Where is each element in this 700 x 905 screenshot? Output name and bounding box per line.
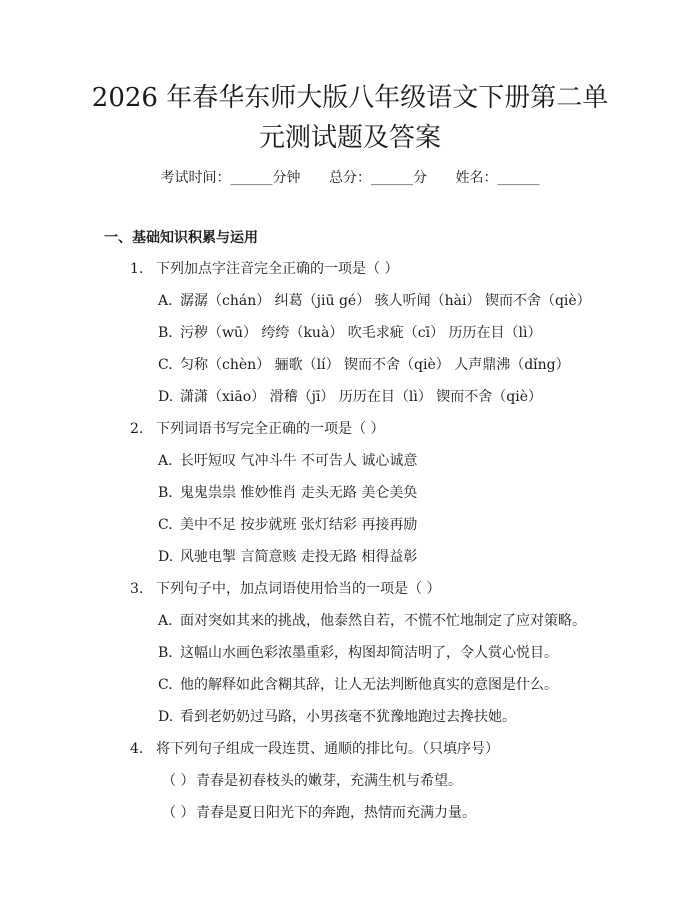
document-title [0, 78, 700, 158]
option-text: 看到老奶奶过马路，小男孩毫不犹豫地跑过去搀扶她。 [180, 709, 516, 725]
option-letter: D. [158, 549, 174, 565]
option-text: 污秽（wū） 绔绔（kuà） 吹毛求疵（cī） 历历在目（lì） [180, 325, 542, 341]
option-3b [158, 643, 558, 663]
option-letter: A. [158, 293, 173, 309]
option-letter: C. [158, 357, 173, 373]
option-text: 美中不足 按步就班 张灯结彩 再接再励 [180, 517, 418, 533]
option-text: 风驰电掣 言简意赅 走投无路 相得益彰 [180, 549, 418, 565]
option-3c [158, 675, 558, 695]
option-letter: A. [158, 453, 173, 469]
option-3d [158, 707, 516, 727]
student-name: 姓名：______ [455, 170, 540, 186]
option-letter: D. [158, 709, 174, 725]
answer-blank: （ ） [162, 773, 195, 789]
option-letter: B. [158, 485, 173, 501]
question-text: 下列句子中，加点词语使用恰当的一项是（ ） [156, 581, 441, 597]
option-text: 面对突如其来的挑战，他泰然自若，不慌不忙地制定了应对策略。 [180, 613, 586, 629]
option-2c [158, 515, 417, 535]
option-letter: A. [158, 613, 173, 629]
ordering-text: 青春是初春枝头的嫩芽，充满生机与希望。 [196, 773, 462, 789]
option-1c [158, 355, 570, 375]
question-4 [130, 739, 499, 759]
question-number: 2. [130, 421, 144, 437]
option-letter: C. [158, 677, 173, 693]
section-title: 一、基础知识积累与运用 [104, 230, 258, 246]
question-number: 3. [130, 581, 144, 597]
answer-blank: （ ） [162, 805, 195, 821]
option-letter: B. [158, 325, 173, 341]
question-text: 下列词语书写完全正确的一项是（ ） [156, 421, 385, 437]
total-score: 总分：______分 [329, 170, 427, 186]
question-number: 4. [130, 741, 144, 757]
option-2b [158, 483, 417, 503]
option-letter: B. [158, 645, 173, 661]
option-letter: D. [158, 389, 174, 405]
ordering-text: 青春是夏日阳光下的奔跑，热情而充满力量。 [196, 805, 476, 821]
option-2a [158, 451, 417, 471]
ordering-item-1 [162, 771, 462, 791]
option-text: 这幅山水画色彩浓墨重彩，构图却简洁明了，令人赏心悦目。 [180, 645, 558, 661]
option-2d [158, 547, 417, 567]
option-1b [158, 323, 541, 343]
question-1 [130, 259, 398, 279]
question-text: 将下列句子组成一段连贯、通顺的排比句。（只填序号） [156, 741, 499, 757]
option-1d [158, 387, 542, 407]
option-text: 鬼鬼祟祟 惟妙惟肖 走头无路 美仑美奂 [180, 485, 418, 501]
option-letter: C. [158, 517, 173, 533]
question-text: 下列加点字注音完全正确的一项是（ ） [156, 261, 399, 277]
exam-time: 考试时间：______分钟 [160, 170, 301, 186]
title-line-2: 元测试题及答案 [258, 123, 441, 153]
question-3 [130, 579, 440, 599]
exam-meta [0, 168, 700, 188]
question-number: 1. [130, 261, 144, 277]
option-text: 他的解释如此含糊其辞，让人无法判断他真实的意图是什么。 [180, 677, 558, 693]
option-text: 长吁短叹 气冲斗牛 不可告人 诚心诚意 [180, 453, 418, 469]
question-2 [130, 419, 384, 439]
option-text: 潇潇（xiāo） 滑稽（jī） 历历在目（lì） 锲而不舍（qiè） [180, 389, 542, 405]
option-3a [158, 611, 586, 631]
option-text: 潺潺（chán） 纠葛（jiū gé） 骇人听闻（hài） 锲而不舍（qiè） [180, 293, 591, 309]
title-line-1: 2026 年春华东师大版八年级语文下册第二单 [91, 83, 609, 113]
option-1a [158, 291, 591, 311]
option-text: 匀称（chèn） 骊歌（lí） 锲而不舍（qiè） 人声鼎沸（dǐng） [180, 357, 570, 373]
ordering-item-2 [162, 803, 476, 823]
